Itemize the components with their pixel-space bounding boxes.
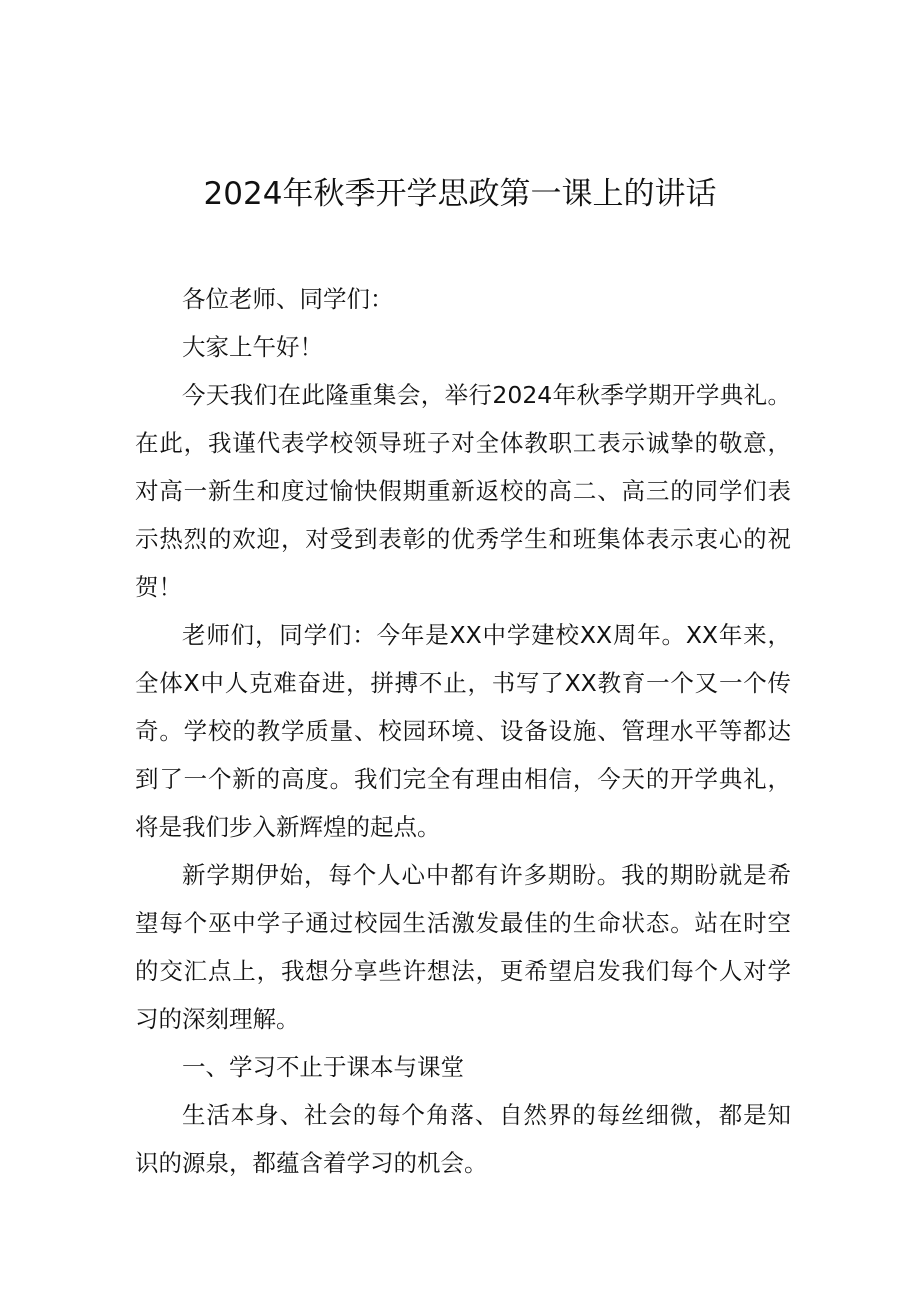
- paragraph-learning: 生活本身、社会的每个角落、自然界的每丝细微，都是知识的源泉，都蕴含着学习的机会。: [135, 1101, 791, 1177]
- paragraph-expectation: 新学期伊始，每个人心中都有许多期盼。我的期盼就是希望每个巫中学子通过校园生活激发最佳的生命状态。站在时空的交汇点上，我想分享些许想法，更希望启发我们每个人对学习的深刻理解。: [135, 861, 791, 1033]
- document-body: [135, 275, 791, 1187]
- salutation: 各位老师、同学们：: [182, 285, 394, 313]
- paragraph-opening: 今天我们在此隆重集会，举行2024年秋季学期开学典礼。在此，我谨代表学校领导班子对全体教职工表示诚挚的敬意，对高一新生和度过愉快假期重新返校的高二、高三的同学们表示热烈的欢迎，对受到表彰的优秀学生和班集体表示衷心的祝贺！: [135, 381, 791, 601]
- greeting: 大家上午好！: [182, 333, 323, 361]
- section-heading: 一、学习不止于课本与课堂: [182, 1053, 464, 1081]
- document-title: 2024年秋季开学思政第一课上的讲话: [203, 176, 717, 212]
- paragraph-anniversary: 老师们，同学们：今年是XX中学建校XX周年。XX年来，全体X中人克难奋进，拼搏不止，书写了XX教育一个又一个传奇。学校的教学质量、校园环境、设备设施、管理水平等都达到了一个新的高度。我们完全有理由相信，今天的开学典礼，将是我们步入新辉煌的起点。: [135, 621, 791, 841]
